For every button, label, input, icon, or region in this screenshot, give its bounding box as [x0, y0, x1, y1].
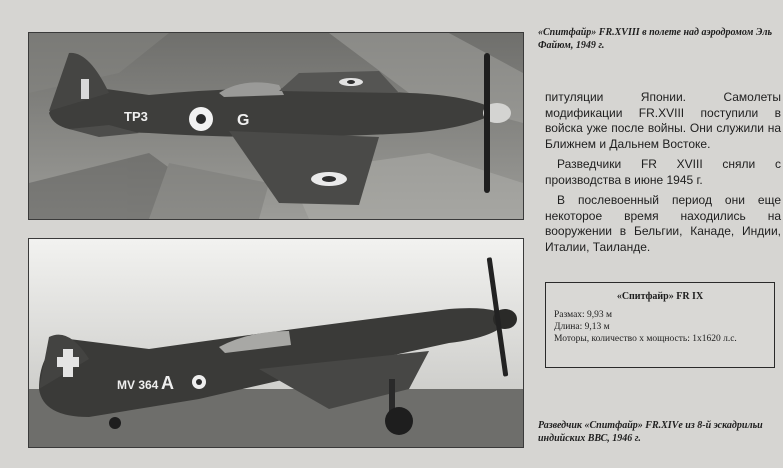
spec-title: «Спитфайр» FR IX [616, 291, 704, 302]
caption-bottom-photo: Разведчик «Спитфайр» FR.XIVе из 8-й эскадрильи индийских ВВС, 1946 г. [538, 420, 763, 444]
spec-engines: Моторы, количество х мощность: 1х1620 л.с. [554, 334, 737, 344]
spec-span: Размах: 9,93 м [554, 310, 613, 320]
caption-top-photo: «Спитфайр» FR.XVIII в полете над аэродромом Эль Файюм, 1949 г. [538, 27, 773, 51]
photo-spitfire-on-ground [28, 238, 524, 448]
spec-box [545, 282, 775, 368]
spec-length: Длина: 9,13 м [554, 322, 610, 332]
body-paragraph-1: питуляции Японии. Самолеты модификации FR.XVIII поступили в войска уже после войны. Они служили на Ближнем и Дальнем Востоке. [545, 90, 781, 151]
body-text [545, 90, 781, 260]
body-paragraph-3: В послевоенный период они еще некоторое время находились на вооружении в Бельгии, Канаде, Индии, Италии, Таиланде. [545, 193, 781, 254]
top-aircraft-code: TP3 [124, 109, 148, 124]
top-aircraft-letter: G [237, 112, 250, 129]
bottom-aircraft-letter: A [161, 373, 174, 393]
bottom-aircraft-code: MV 364 [117, 378, 159, 392]
body-paragraph-2: Разведчики FR XVIII сняли с производства в июне 1945 г. [545, 157, 781, 187]
photo-spitfire-in-flight [28, 32, 524, 220]
